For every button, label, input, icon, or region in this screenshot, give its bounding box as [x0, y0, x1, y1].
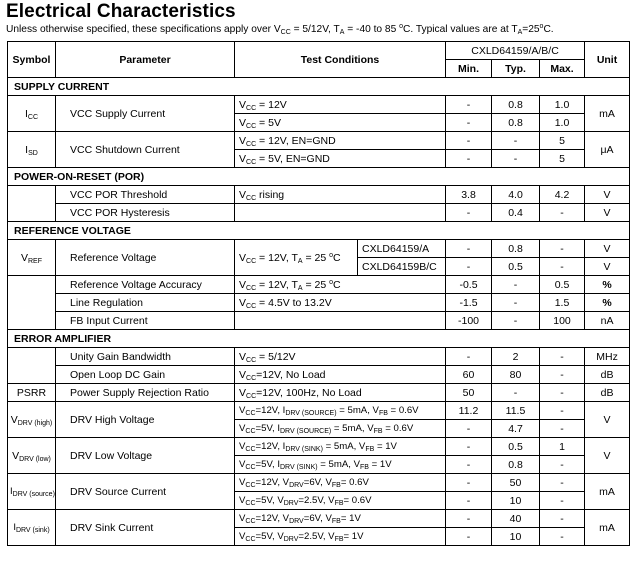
cell-unit: %: [585, 294, 630, 312]
cond: $V_{CC}=12V$, $V_{DRV}=6V$, $V_{FB}= 0.6V$: [235, 474, 446, 492]
header-max: Max.: [540, 60, 585, 78]
cell-min: 3.8: [446, 186, 492, 204]
cond: $V_{CC}=12V$, $I_{DRV (SINK)} = 5mA$, $V_{FB} = 1V$: [235, 438, 446, 456]
param-drv-sink: DRV Sink Current: [56, 510, 235, 546]
cond: $V_{CC} = 12V$, $T_A = 25$ $^o$C: [235, 240, 358, 276]
cell-min: -0.5: [446, 276, 492, 294]
header-typ: Typ.: [492, 60, 540, 78]
table-row: [8, 204, 630, 222]
cond: $V_{CC}=12V$, No Load: [235, 366, 446, 384]
cell-max: -: [540, 402, 585, 420]
cond: $V_{CC}=5V$, $I_{DRV (SINK)} = 5mA$, $V_{FB} = 1V$: [235, 456, 446, 474]
param-drv-high: DRV High Voltage: [56, 402, 235, 438]
section-reference-voltage: REFERENCE VOLTAGE: [8, 222, 630, 240]
header-parameter: Parameter: [56, 42, 235, 78]
cell-min: -: [446, 96, 492, 114]
cell-unit: V: [585, 186, 630, 204]
table-row: [8, 276, 630, 294]
cond: $V_{CC}=5V$, $V_{DRV}=2.5V$, $V_{FB}= 1V$: [235, 528, 446, 546]
table-row: [8, 294, 630, 312]
cell-unit: V: [585, 402, 630, 438]
cond: $V_{CC}$ rising: [235, 186, 446, 204]
header-symbol: Symbol: [8, 42, 56, 78]
cell-unit: nA: [585, 312, 630, 330]
cell-max: -: [540, 420, 585, 438]
param-line-regulation: Line Regulation: [56, 294, 235, 312]
cond-part: CXLD64159/A: [358, 240, 446, 258]
symbol-empty: [8, 348, 56, 384]
param-vref: Reference Voltage: [56, 240, 235, 276]
table-row: [8, 510, 630, 528]
cell-min: -: [446, 258, 492, 276]
cond: $V_{CC} = 12V$: [235, 96, 446, 114]
cond: $V_{CC} = 5V$, EN=GND: [235, 150, 446, 168]
cond: $V_{CC}=12V$, $V_{DRV}=6V$, $V_{FB}= 1V$: [235, 510, 446, 528]
cell-unit: V: [585, 204, 630, 222]
table-row: [8, 366, 630, 384]
cell-min: -: [446, 204, 492, 222]
cond: $V_{CC}=5V$, $V_{DRV}=2.5V$, $V_{FB}= 0.6V$: [235, 492, 446, 510]
cell-typ: 10: [492, 492, 540, 510]
param-drv-source: DRV Source Current: [56, 474, 235, 510]
cell-max: -: [540, 510, 585, 528]
cell-min: -1.5: [446, 294, 492, 312]
cell-unit: V: [585, 240, 630, 258]
symbol-vdrv-low: $V_{DRV (low)}$: [8, 438, 56, 474]
cell-min: -: [446, 438, 492, 456]
section-por: POWER-ON-RESET (POR): [8, 168, 630, 186]
cell-typ: 40: [492, 510, 540, 528]
cond: $V_{CC}=12V$, $I_{DRV (SOURCE)} = 5mA$, $V_{FB} = 0.6V$: [235, 402, 446, 420]
cell-unit: mA: [585, 474, 630, 510]
symbol-empty: [8, 186, 56, 222]
cell-min: -: [446, 510, 492, 528]
cond: $V_{CC} = 4.5V$ to 13.2V: [235, 294, 446, 312]
cell-min: -: [446, 528, 492, 546]
cell-typ: -: [492, 294, 540, 312]
section-supply-current: SUPPLY CURRENT: [8, 78, 630, 96]
cond: $V_{CC}=5V$, $I_{DRV (SOURCE)} = 5mA$, $V_{FB} = 0.6V$: [235, 420, 446, 438]
cell-unit: dB: [585, 366, 630, 384]
cell-typ: 0.4: [492, 204, 540, 222]
param-open-loop-gain: Open Loop DC Gain: [56, 366, 235, 384]
cell-typ: 11.5: [492, 402, 540, 420]
param-drv-low: DRV Low Voltage: [56, 438, 235, 474]
cell-max: -: [540, 240, 585, 258]
cell-max: -: [540, 474, 585, 492]
cond: $V_{CC} = 5V$: [235, 114, 446, 132]
cell-min: 11.2: [446, 402, 492, 420]
cell-min: 50: [446, 384, 492, 402]
cell-min: -: [446, 456, 492, 474]
cell-unit: mA: [585, 510, 630, 546]
cell-max: 1.5: [540, 294, 585, 312]
section-row: [8, 78, 630, 96]
symbol-isd: $I_{SD}$: [8, 132, 56, 168]
cell-max: -: [540, 492, 585, 510]
cond: $V_{CC} = 12V$, EN=GND: [235, 132, 446, 150]
cell-min: -: [446, 114, 492, 132]
cell-typ: 0.8: [492, 114, 540, 132]
cell-unit: μA: [585, 132, 630, 168]
cond: [235, 204, 446, 222]
cell-typ: -: [492, 132, 540, 150]
cell-typ: 2: [492, 348, 540, 366]
cell-typ: 4.7: [492, 420, 540, 438]
symbol-vref: $V_{REF}$: [8, 240, 56, 276]
table-row: [8, 474, 630, 492]
page-subtitle: Unless otherwise specified, these specifications apply over $V_{CC} = 5/12V$, $T_A = -40$ to 85 $^o$C. Typical values are at $T_A=25^oC$.: [6, 23, 554, 36]
table-row: [8, 312, 630, 330]
cell-typ: -: [492, 276, 540, 294]
section-row: [8, 330, 630, 348]
symbol-empty: [8, 276, 56, 330]
symbol-psrr: PSRR: [8, 384, 56, 402]
cell-max: 0.5: [540, 276, 585, 294]
cell-typ: 50: [492, 474, 540, 492]
cell-min: -100: [446, 312, 492, 330]
cell-min: -: [446, 150, 492, 168]
section-error-amplifier: ERROR AMPLIFIER: [8, 330, 630, 348]
cell-max: 100: [540, 312, 585, 330]
cell-typ: -: [492, 150, 540, 168]
header-unit: Unit: [585, 42, 630, 78]
cell-unit: dB: [585, 384, 630, 402]
symbol-idrv-sink: $I_{DRV (sink)}$: [8, 510, 56, 546]
table-header-row: [8, 42, 630, 60]
param-por-hysteresis: VCC POR Hysteresis: [56, 204, 235, 222]
cond: $V_{CC} = 5/12V$: [235, 348, 446, 366]
cell-min: 60: [446, 366, 492, 384]
cell-min: -: [446, 240, 492, 258]
cell-max: -: [540, 258, 585, 276]
cell-typ: 0.8: [492, 240, 540, 258]
cell-unit: V: [585, 258, 630, 276]
cell-max: 1: [540, 438, 585, 456]
section-row: [8, 168, 630, 186]
param-vref-accuracy: Reference Voltage Accuracy: [56, 276, 235, 294]
cell-max: -: [540, 456, 585, 474]
electrical-characteristics-table: [7, 41, 630, 546]
cell-max: -: [540, 384, 585, 402]
table-row: [8, 132, 630, 150]
section-row: [8, 222, 630, 240]
cell-min: -: [446, 474, 492, 492]
cell-min: -: [446, 492, 492, 510]
cell-min: -: [446, 348, 492, 366]
table-row: [8, 240, 630, 258]
cond: $V_{CC} = 12V$, $T_A = 25$ $^o$C: [235, 276, 446, 294]
cell-typ: 0.8: [492, 456, 540, 474]
header-test-conditions: Test Conditions: [235, 42, 446, 78]
table-row: [8, 96, 630, 114]
cell-max: 1.0: [540, 114, 585, 132]
cell-max: -: [540, 348, 585, 366]
param-icc: VCC Supply Current: [56, 96, 235, 132]
header-part-number: CXLD64159/A/B/C: [446, 42, 585, 60]
page-title: Electrical Characteristics: [6, 1, 236, 22]
param-psrr: Power Supply Rejection Ratio: [56, 384, 235, 402]
cell-typ: 0.5: [492, 258, 540, 276]
cell-min: -: [446, 420, 492, 438]
symbol-icc: $I_{CC}$: [8, 96, 56, 132]
table-row: [8, 186, 630, 204]
cell-max: 5: [540, 132, 585, 150]
cell-unit: MHz: [585, 348, 630, 366]
cell-max: 1.0: [540, 96, 585, 114]
cell-typ: 0.5: [492, 438, 540, 456]
cell-min: -: [446, 132, 492, 150]
cell-unit: %: [585, 276, 630, 294]
cell-typ: 4.0: [492, 186, 540, 204]
symbol-idrv-source: $I_{DRV (source)}$: [8, 474, 56, 510]
cond: [235, 312, 446, 330]
cell-unit: V: [585, 438, 630, 474]
cell-max: -: [540, 366, 585, 384]
cell-typ: 0.8: [492, 96, 540, 114]
cell-max: -: [540, 204, 585, 222]
cell-typ: 10: [492, 528, 540, 546]
symbol-vdrv-high: $V_{DRV (high)}$: [8, 402, 56, 438]
cell-max: -: [540, 528, 585, 546]
cell-typ: 80: [492, 366, 540, 384]
cond-part: CXLD64159B/C: [358, 258, 446, 276]
param-por-threshold: VCC POR Threshold: [56, 186, 235, 204]
param-isd: VCC Shutdown Current: [56, 132, 235, 168]
table-row: [8, 438, 630, 456]
cond: $V_{CC}=12V$, 100Hz, No Load: [235, 384, 446, 402]
cell-typ: -: [492, 384, 540, 402]
param-unity-gain-bandwidth: Unity Gain Bandwidth: [56, 348, 235, 366]
table-row: [8, 402, 630, 420]
cell-max: 5: [540, 150, 585, 168]
table-row: [8, 348, 630, 366]
cell-unit: mA: [585, 96, 630, 132]
table-row: [8, 384, 630, 402]
cell-max: 4.2: [540, 186, 585, 204]
cell-typ: -: [492, 312, 540, 330]
header-min: Min.: [446, 60, 492, 78]
param-fb-input-current: FB Input Current: [56, 312, 235, 330]
